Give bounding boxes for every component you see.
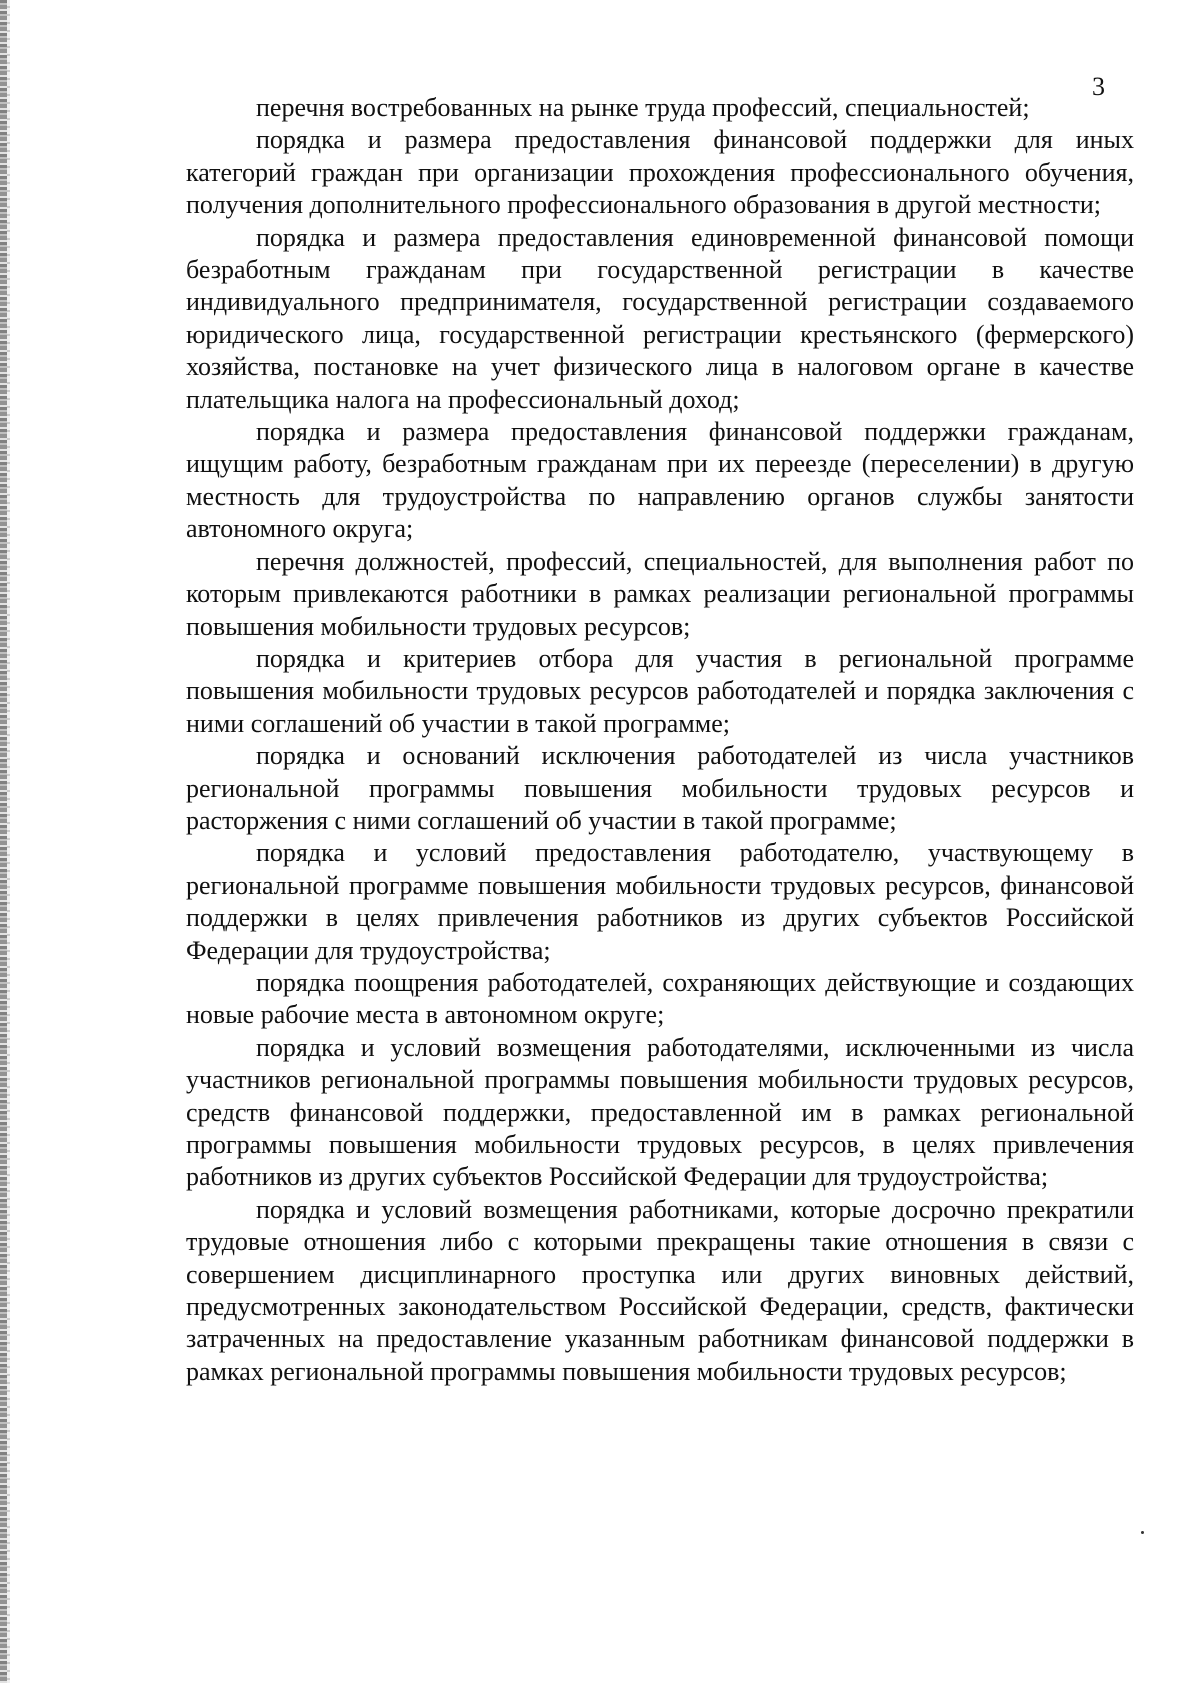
paragraph: порядка и условий предоставления работодателю, участвующему в региональной программе повышения мобильности трудовых ресурсов, финансовой поддержки в целях привлечения работников из других субъектов Российской Федерации для трудоустройства; bbox=[186, 838, 1134, 965]
paragraph: перечня востребованных на рынке труда профессий, специальностей; bbox=[256, 93, 1030, 122]
document-body bbox=[186, 92, 1134, 1388]
paragraph: порядка и условий возмещения работодателями, исключенными из числа участников региональной программы повышения мобильности трудовых ресурсов, средств финансовой поддержки, предоставленной им в рамках региональной программы повышения мобильности трудовых ресурсов, в целях привлечения работников из других субъектов Российской Федерации для трудоустройства; bbox=[186, 1032, 1134, 1192]
scan-binding-edge bbox=[0, 0, 7, 1683]
paragraph: порядка и критериев отбора для участия в региональной программе повышения мобильности трудовых ресурсов работодателей и порядка заключения с ними соглашений об участии в такой программе; bbox=[186, 643, 1134, 738]
paragraph: порядка и размера предоставления финансовой поддержки гражданам, ищущим работу, безработным гражданам при их переезде (переселении) в другую местность для трудоустройства по направлению органов службы занятости автономного округа; bbox=[186, 417, 1134, 544]
scan-binding-edge-shadow bbox=[7, 0, 10, 1683]
page-number: 3 bbox=[1092, 72, 1105, 101]
paragraph: порядка и условий возмещения работниками, которые досрочно прекратили трудовые отношения либо с которыми прекращены такие отношения в связи с совершением дисциплинарного проступка или других виновных действий, предусмотренных законодательством Российской Федерации, средств, фактически затраченных на предоставление указанным работникам финансовой поддержки в рамках региональной программы повышения мобильности трудовых ресурсов; bbox=[186, 1194, 1134, 1386]
paragraph: порядка и размера предоставления единовременной финансовой помощи безработным гражданам при государственной регистрации в качестве индивидуального предпринимателя, государственной регистрации создаваемого юридического лица, государственной регистрации крестьянского (фермерского) хозяйства, постановке на учет физического лица в налоговом органе в качестве плательщика налога на профессиональный доход; bbox=[186, 222, 1134, 414]
paragraph: порядка и размера предоставления финансовой поддержки для иных категорий граждан при организации прохождения профессионального обучения, получения дополнительного профессионального образования в другой местности; bbox=[186, 125, 1134, 220]
paragraph: порядка и оснований исключения работодателей из числа участников региональной программы повышения мобильности трудовых ресурсов и расторжения с ними соглашений об участии в такой программе; bbox=[186, 741, 1134, 835]
scan-speck bbox=[1141, 1531, 1144, 1534]
paragraph: порядка поощрения работодателей, сохраняющих действующие и создающих новые рабочие места в автономном округе; bbox=[186, 967, 1134, 1030]
paragraph: перечня должностей, профессий, специальностей, для выполнения работ по которым привлекаются работники в рамках реализации региональной программы повышения мобильности трудовых ресурсов; bbox=[186, 546, 1134, 641]
